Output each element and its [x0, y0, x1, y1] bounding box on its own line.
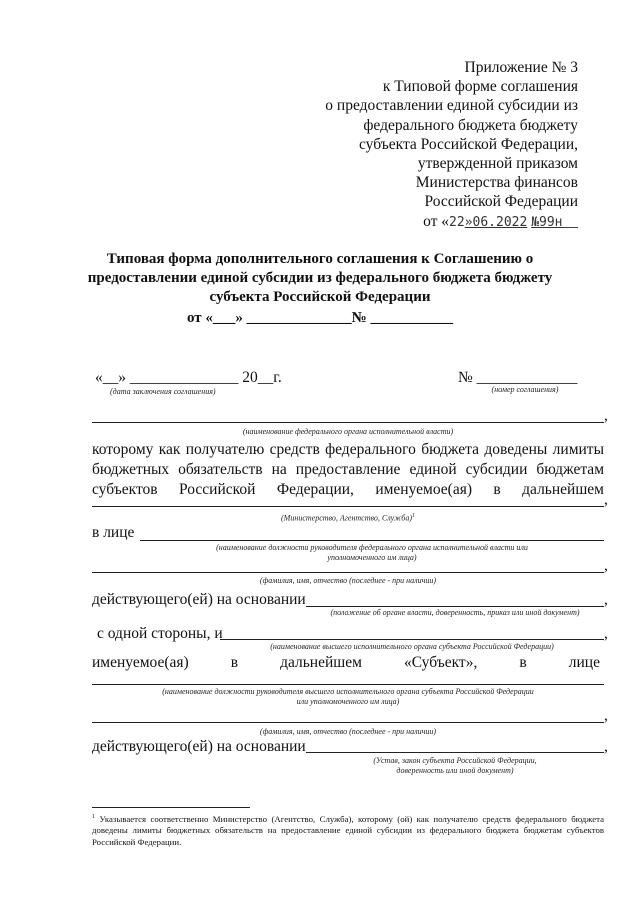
footnote [92, 812, 604, 848]
named-subject-line: именуемое(ая) в дальнейшем «Субъект», в лице [92, 654, 600, 671]
comma: , [604, 738, 608, 755]
basis-line-1 [306, 606, 604, 607]
document-title: Типовая форма дополнительного соглашения к Соглашению о предоставлении единой субсидии из федерального бюджета бюджету субъекта Российской Федерации от «___» ______________№ ___________ [60, 250, 580, 328]
agreement-date-caption: (дата заключения соглашения) [110, 387, 216, 396]
comma: , [604, 557, 608, 574]
handwritten-day: 22 [449, 214, 465, 230]
ministry-line [92, 506, 604, 507]
acting-basis-label-2: действующего(ей) на основании [92, 738, 306, 755]
appendix-line: субъекта Российской Федерации, [359, 135, 578, 153]
comma: , [604, 625, 608, 642]
one-side-label: с одной стороны, и [97, 625, 223, 642]
subject-body-caption: (наименование высшего исполнительного органа субъекта Российской Федерации) [270, 642, 554, 651]
agreement-number-caption: (номер соглашения) [491, 385, 559, 394]
appendix-line: Приложение № 3 [464, 59, 578, 76]
footnote-ref: 1 [411, 513, 415, 519]
appendix-line: о предоставлении единой субсидии из [325, 97, 578, 115]
comma: , [604, 707, 608, 724]
comma: , [604, 407, 608, 424]
agreement-number-field: № _____________ [458, 369, 578, 386]
footnote-mark: 1 [92, 814, 95, 820]
in-person-label: в лице [92, 524, 135, 541]
title-date-line: от «___» ______________№ ___________ [187, 310, 453, 326]
head-position-line [140, 540, 604, 541]
subject-head-caption: (наименование должности руководителя высшего исполнительного органа субъекта Российской Федерации или уполномоченного им лица) [162, 687, 534, 706]
appendix-header [258, 58, 578, 232]
appendix-line: Министерства финансов [415, 174, 578, 192]
handwritten-number: №99н [531, 214, 563, 230]
handwritten-month-year: »06.2022 [464, 214, 528, 230]
appendix-line: к Типовой форме соглашения [382, 78, 578, 96]
fio-line-1 [92, 572, 604, 573]
federal-body-line [92, 422, 604, 423]
fio-line-2 [92, 722, 604, 723]
subject-body-line [220, 639, 604, 640]
comma: , [604, 491, 608, 508]
fio-caption-2: (фамилия, имя, отчество (последнее - при наличии) [259, 727, 437, 736]
basis-caption-2: (Устав, закон субъекта Российской Федерации, доверенность или иной документ) [373, 756, 537, 775]
footnote-separator [92, 807, 250, 808]
footnote-text: Указывается соответственно Министерство (Агентство, Служба), которому (ой) как получателю средств федерального бюджета доведены лимиты бюджетных обязательств на предоставление единой субсидии из федерального бюджета бюджетам субъектов Российской Федерации. [92, 813, 604, 847]
fio-caption-1: (фамилия, имя, отчество (последнее - при наличии) [259, 576, 437, 585]
subject-head-line [92, 684, 604, 685]
acting-basis-label-1: действующего(ей) на основании [92, 591, 306, 608]
body-paragraph: которому как получателю средств федерального бюджета доведены лимиты бюджетных обязательств на предоставление единой субсидии бюджетам субъектов Российской Федерации, именуемое(ая) в дальнейшем [92, 441, 604, 498]
ministry-caption: (Министерство, Агентство, Служба)$^1$ [281, 513, 415, 523]
basis-caption-1: (положение об органе власти, доверенность, приказ или иной документ) [330, 608, 580, 617]
appendix-date: от «22»06.2022 №99н__ [423, 212, 578, 230]
agreement-date-field: «__» ______________ 20__г. [95, 369, 282, 386]
appendix-line: утвержденной приказом [417, 155, 578, 173]
comma: , [604, 591, 608, 608]
head-position-caption: (наименование должности руководителя федерального органа исполнительной власти или уполномоченного им лица) [216, 543, 528, 562]
basis-line-2 [306, 752, 604, 753]
federal-body-caption: (наименование федерального органа исполнительной власти) [242, 427, 454, 436]
appendix-line: Российской Федерации [424, 193, 578, 211]
appendix-line: федерального бюджета бюджету [363, 116, 578, 134]
